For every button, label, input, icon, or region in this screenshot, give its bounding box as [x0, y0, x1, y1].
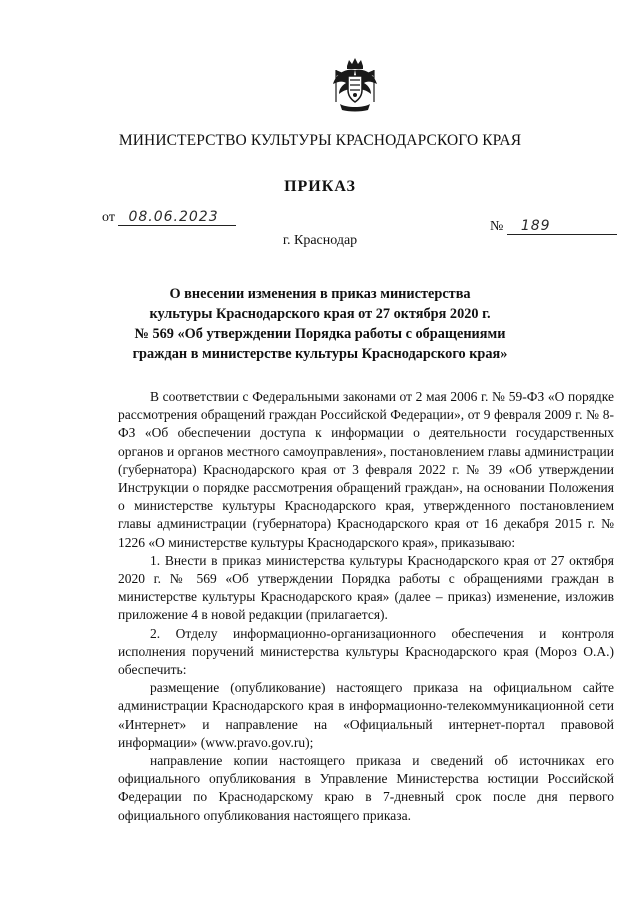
date-prefix: от	[102, 210, 115, 225]
body-paragraph: В соответствии с Федеральными законами от 2 мая 2006 г. № 59-ФЗ «О порядке рассмотрения обращений граждан Российской Федерации», от 9 февраля 2009 г. № 8-ФЗ «Об обеспечении доступа к информации о деятельности государственных органов и органов местного самоуправления», постановлением главы администрации (губернатора) Краснодарского края от 3 февраля 2022 г. № 39 «Об утверждении Инструкции о порядке рассмотрения обращений граждан», на основании Положения о министерстве культуры Краснодарского края, утвержденного постановлением главы администрации (губернатора) Краснодарского края от 16 декабря 2015 г. № 1226 «О министерстве культуры Краснодарского края», приказываю:	[118, 389, 614, 550]
document-type: ПРИКАЗ	[284, 178, 356, 195]
title-line: культуры Краснодарского края от 27 октября 2020 г.	[149, 306, 491, 322]
body-paragraph: 1. Внести в приказ министерства культуры Краснодарского края от 27 октября 2020 г. № 569 «Об утверждении Порядка работы с обращениями граждан в министерстве культуры Краснодарского края» (далее – приказ) изменение, изложив приложение 4 в новой редакции (прилагается).	[118, 552, 614, 623]
title-line: О внесении изменения в приказ министерства	[169, 286, 471, 302]
number-value: 189	[507, 218, 617, 235]
ministry-name: МИНИСТЕРСТВО КУЛЬТУРЫ КРАСНОДАРСКОГО КРАЯ	[118, 132, 522, 149]
number-prefix: №	[490, 219, 504, 234]
body-paragraph: направление копии настоящего приказа и сведений об источниках его официального опубликования в Управление Министерства юстиции Российской Федерации по Краснодарскому краю в 7-дневный срок после дня первого официального опубликования настоящего приказа.	[118, 753, 614, 823]
title-line: граждан в министерстве культуры Краснодарского края»	[132, 346, 508, 362]
document-title	[100, 284, 540, 364]
date-value: 08.06.2023	[118, 209, 236, 226]
body-paragraph: размещение (опубликование) настоящего приказа на официальном сайте администрации Краснодарского края в информационно-телекоммуникационной сети «Интернет» и направление на «Официальный интернет-портал правовой информации» (www.pravo.gov.ru);	[118, 680, 614, 750]
coat-of-arms-icon	[330, 56, 380, 112]
date-field	[102, 209, 236, 226]
city: г. Краснодар	[282, 233, 358, 248]
title-line: № 569 «Об утверждении Порядка работы с обращениями	[134, 326, 506, 342]
body-paragraph: 2. Отделу информационно-организационного обеспечения и контроля исполнения поручений министерства культуры Краснодарского края (Мороз О.А.) обеспечить:	[118, 625, 614, 678]
document-body	[118, 388, 614, 825]
